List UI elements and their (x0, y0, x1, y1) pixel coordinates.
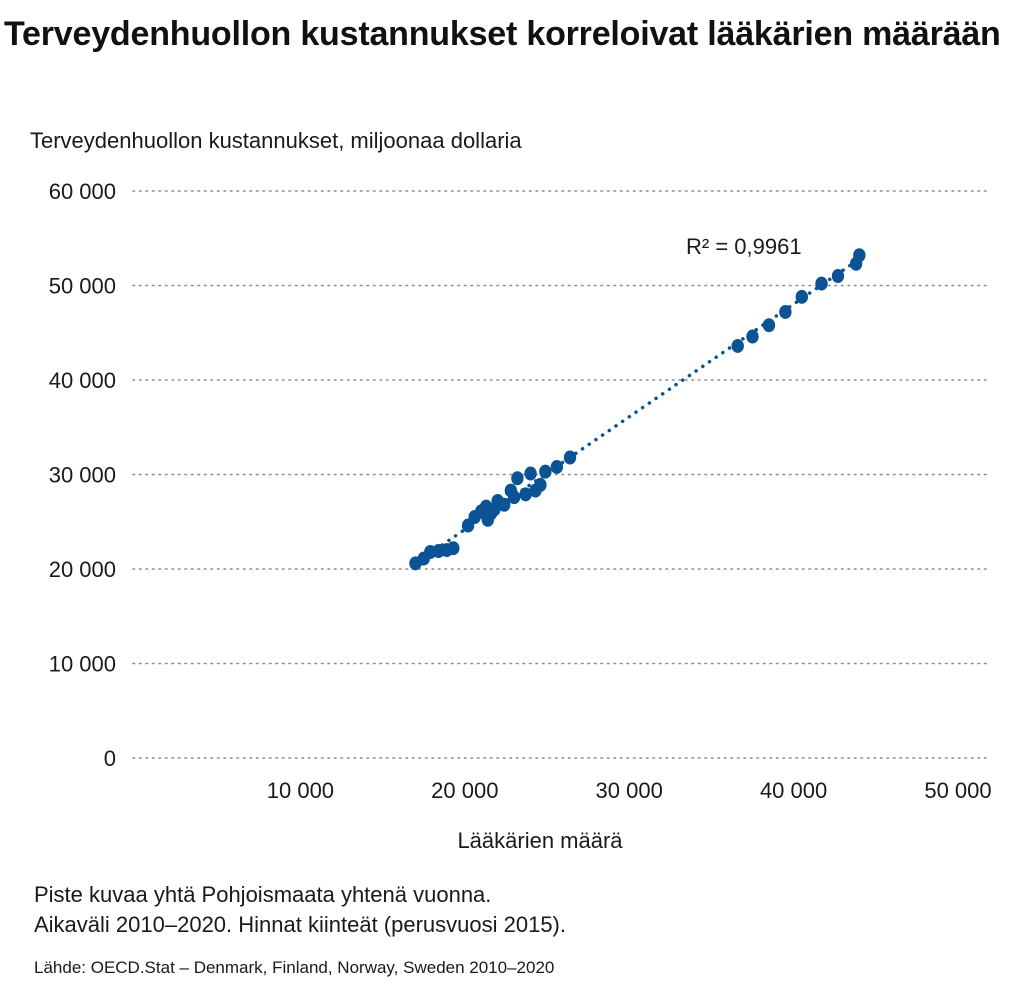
x-tick-label: 40 000 (759, 778, 828, 803)
r-squared-annotation: R² = 0,9961 (686, 234, 802, 259)
y-tick-label: 60 000 (48, 179, 116, 204)
data-point (539, 465, 551, 479)
y-tick-label: 20 000 (48, 557, 116, 582)
gridlines (133, 191, 990, 758)
x-tick-label: 50 000 (924, 778, 992, 803)
data-point (732, 339, 744, 353)
data-point (763, 318, 775, 332)
y-tick-label: 10 000 (48, 651, 116, 677)
data-point (815, 277, 827, 291)
x-axis-title: Lääkärien määrä (457, 828, 623, 853)
data-point (796, 290, 808, 304)
data-points (409, 248, 865, 570)
data-point (746, 330, 758, 344)
data-point (534, 478, 546, 492)
y-axis-title: Terveydenhuollon kustannukset, miljoonaa dollaria (30, 128, 522, 153)
data-point (447, 541, 459, 555)
data-point (551, 460, 563, 474)
note-line-1: Piste kuvaa yhtä Pohjoismaata yhtenä vuonna. (34, 882, 492, 907)
annotation-group (686, 234, 802, 259)
data-point (564, 450, 576, 464)
x-tick-label: 30 000 (595, 778, 663, 803)
source-text: Lähde: OECD.Stat – Denmark, Finland, Norway, Sweden 2010–2020 (34, 958, 555, 977)
x-tick-label: 10 000 (266, 778, 335, 803)
data-point (779, 305, 791, 319)
data-point (508, 490, 520, 504)
y-tick-label: 40 000 (48, 368, 116, 393)
y-tick-label: 0 (103, 746, 116, 771)
data-point (832, 269, 844, 283)
data-point (853, 248, 865, 262)
y-tick-label: 50 000 (48, 273, 116, 299)
data-point (524, 467, 536, 481)
data-point (482, 513, 494, 527)
x-tick-labels (267, 778, 992, 803)
x-tick-label: 20 000 (431, 778, 499, 803)
y-tick-label: 30 000 (48, 462, 116, 488)
chart-title: Terveydenhuollon kustannukset korreloivat lääkärien määrään (4, 15, 1001, 53)
y-tick-labels (49, 179, 116, 771)
data-point (511, 471, 523, 485)
note-line-2: Aikaväli 2010–2020. Hinnat kiinteät (perusvuosi 2015). (34, 912, 566, 937)
